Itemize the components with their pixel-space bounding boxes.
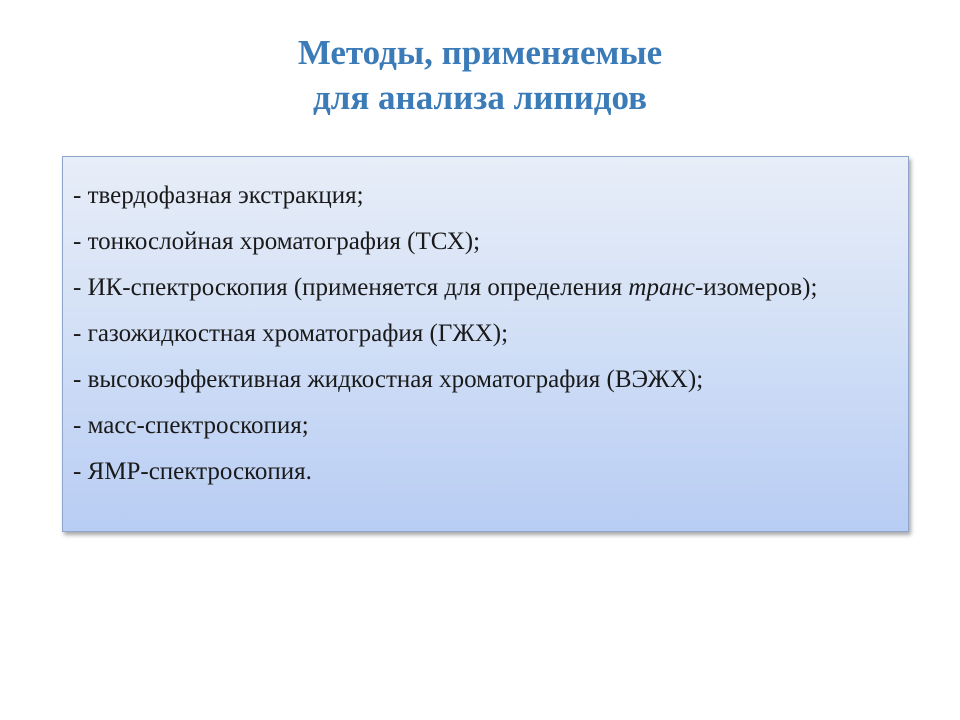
slide-title-line-2: для анализа липидов: [313, 78, 647, 117]
slide-title-line-1: Методы, применяемые: [297, 33, 663, 72]
list-item-thin-layer-chromatography: - тонкослойная хроматография (ТСХ);: [73, 228, 481, 255]
ir-spectroscopy-italic-term: транс: [628, 274, 695, 301]
list-item-mass-spectroscopy: - масс-спектроскопия;: [73, 412, 309, 439]
methods-list: [73, 173, 898, 495]
methods-content-box: [62, 156, 909, 532]
slide-title: [0, 30, 960, 120]
ir-spectroscopy-text: - ИК-спектроскопия (применяется для определения: [73, 274, 629, 301]
list-item-nmr-spectroscopy: - ЯМР-спектроскопия.: [73, 458, 312, 485]
list-item-ir-spectroscopy: [73, 265, 898, 311]
ir-spectroscopy-text-end: -изомеров);: [694, 274, 818, 301]
list-item-gas-liquid-chromatography: - газожидкостная хроматография (ГЖХ);: [73, 320, 509, 347]
list-item-hplc: - высокоэффективная жидкостная хроматография (ВЭЖХ);: [73, 366, 704, 393]
list-item-solid-phase-extraction: - твердофазная экстракция;: [73, 182, 364, 209]
